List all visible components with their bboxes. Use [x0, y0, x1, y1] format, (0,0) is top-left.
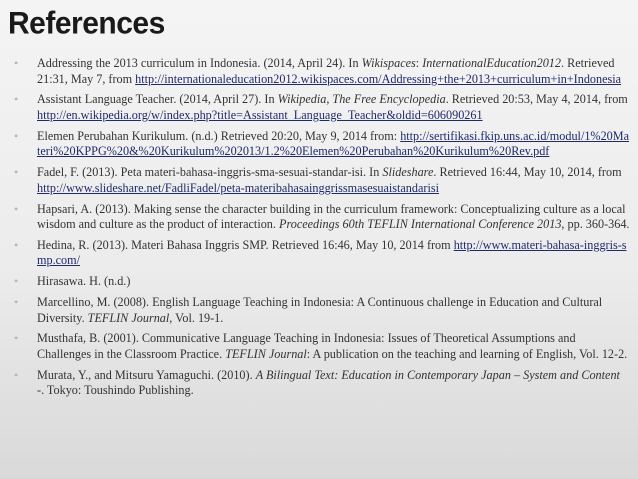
reference-text: Hapsari, A. (2013). Making sense the character building in the curriculum framework: Conceptualizing culture as a local wisdom and culture as the product of interaction.: [37, 201, 626, 232]
bullet-icon: •: [14, 165, 19, 180]
reference-text: :: [415, 56, 423, 70]
reference-item: [12, 92, 630, 123]
reference-text: Addressing the 2013 curriculum in Indonesia. (2014, April 24). In: [37, 56, 362, 70]
bullet-icon: •: [14, 128, 19, 143]
reference-text: . Tokyo: Toushindo Publishing.: [41, 383, 194, 398]
reference-text: . Retrieved 16:44, May 10, 2014, from: [433, 165, 622, 180]
reference-text: Hirasawa. H. (n.d.): [37, 274, 131, 289]
reference-italic-text: Proceedings 60th TEFLIN International Conference 2013: [279, 217, 562, 232]
reference-item: [12, 368, 630, 399]
bullet-icon: •: [14, 92, 19, 107]
reference-text: , Vol. 19-1.: [169, 310, 224, 325]
slide-title: References: [8, 6, 165, 41]
reference-item: [12, 274, 630, 290]
reference-text: : A publication on the teaching and learning of English, Vol. 12-2.: [306, 347, 628, 361]
reference-text: Murata, Y., and Mitsuru Yamaguchi. (2010).: [37, 367, 256, 382]
reference-italic-text: TEFLIN Journal: [87, 310, 170, 325]
reference-link[interactable]: http://sertifikasi.fkip.uns.ac.id/modul/1%20Materi%20KPPG%20&%20Kurikulum%202013/1.2%20Elemen%20Perubahan%20Kurikulum%20Rev.pdf: [37, 128, 630, 159]
reference-text: . Retrieved 21:31, May 7, from: [37, 56, 615, 86]
reference-italic-text: Wikipedia, The Free Encyclopedia: [277, 92, 446, 107]
reference-text: Fadel, F. (2013). Peta materi-bahasa-inggris-sma-sesuai-standar-isi. In: [37, 165, 383, 180]
bullet-icon: •: [14, 295, 19, 310]
reference-link[interactable]: http://www.materi-bahasa-inggris-smp.com/: [37, 237, 627, 268]
reference-link[interactable]: http://internationaleducation2012.wikispaces.com/Addressing+the+2013+curriculum+in+Indonesia: [135, 71, 622, 86]
reference-text: Musthafa, B. (2001). Communicative Language Teaching in Indonesia: Issues of Theoretical Assumptions and Challenges in the Classroom Practice.: [37, 331, 576, 361]
bullet-icon: •: [14, 201, 19, 216]
reference-italic-text: InternationalEducation2012: [422, 56, 561, 70]
reference-italic-text: A Bilingual Text: Education in Contemporary Japan – System and Content -: [37, 367, 620, 398]
reference-text: Assistant Language Teacher. (2014, April 27). In: [37, 92, 278, 107]
reference-text: Marcellino, M. (2008). English Language Teaching in Indonesia: A Continuous challenge in Education and Cultural Diversity.: [37, 295, 603, 325]
bullet-icon: •: [14, 56, 19, 70]
reference-item: [12, 202, 630, 233]
reference-item: [12, 56, 630, 87]
reference-text: Hedina, R. (2013). Materi Bahasa Inggris SMP. Retrieved 16:46, May 10, 2014 from: [37, 237, 454, 252]
bullet-icon: •: [14, 274, 19, 289]
reference-italic-text: Slideshare: [382, 165, 434, 180]
reference-list: [12, 56, 630, 404]
reference-italic-text: Wikispaces: [361, 56, 416, 70]
reference-item: [12, 331, 630, 362]
reference-text: Elemen Perubahan Kurikulum. (n.d.) Retrieved 20:20, May 9, 2014 from:: [37, 128, 401, 143]
bullet-icon: •: [14, 331, 19, 346]
bullet-icon: •: [14, 367, 19, 382]
reference-item: [12, 129, 630, 160]
reference-item: [12, 238, 630, 269]
reference-link[interactable]: http://en.wikipedia.org/w/index.php?title=Assistant_Language_Teacher&oldid=606090261: [37, 107, 483, 122]
reference-link[interactable]: http://www.slideshare.net/FadliFadel/peta-materibahasainggrissmasesuaistandarisi: [37, 180, 439, 195]
bullet-icon: •: [14, 237, 19, 252]
reference-italic-text: TEFLIN Journal: [225, 347, 307, 361]
reference-item: [12, 295, 630, 326]
reference-text: . Retrieved 20:53, May 4, 2014, from: [445, 92, 628, 107]
reference-text: , pp. 360-364.: [561, 217, 630, 232]
reference-item: [12, 165, 630, 196]
